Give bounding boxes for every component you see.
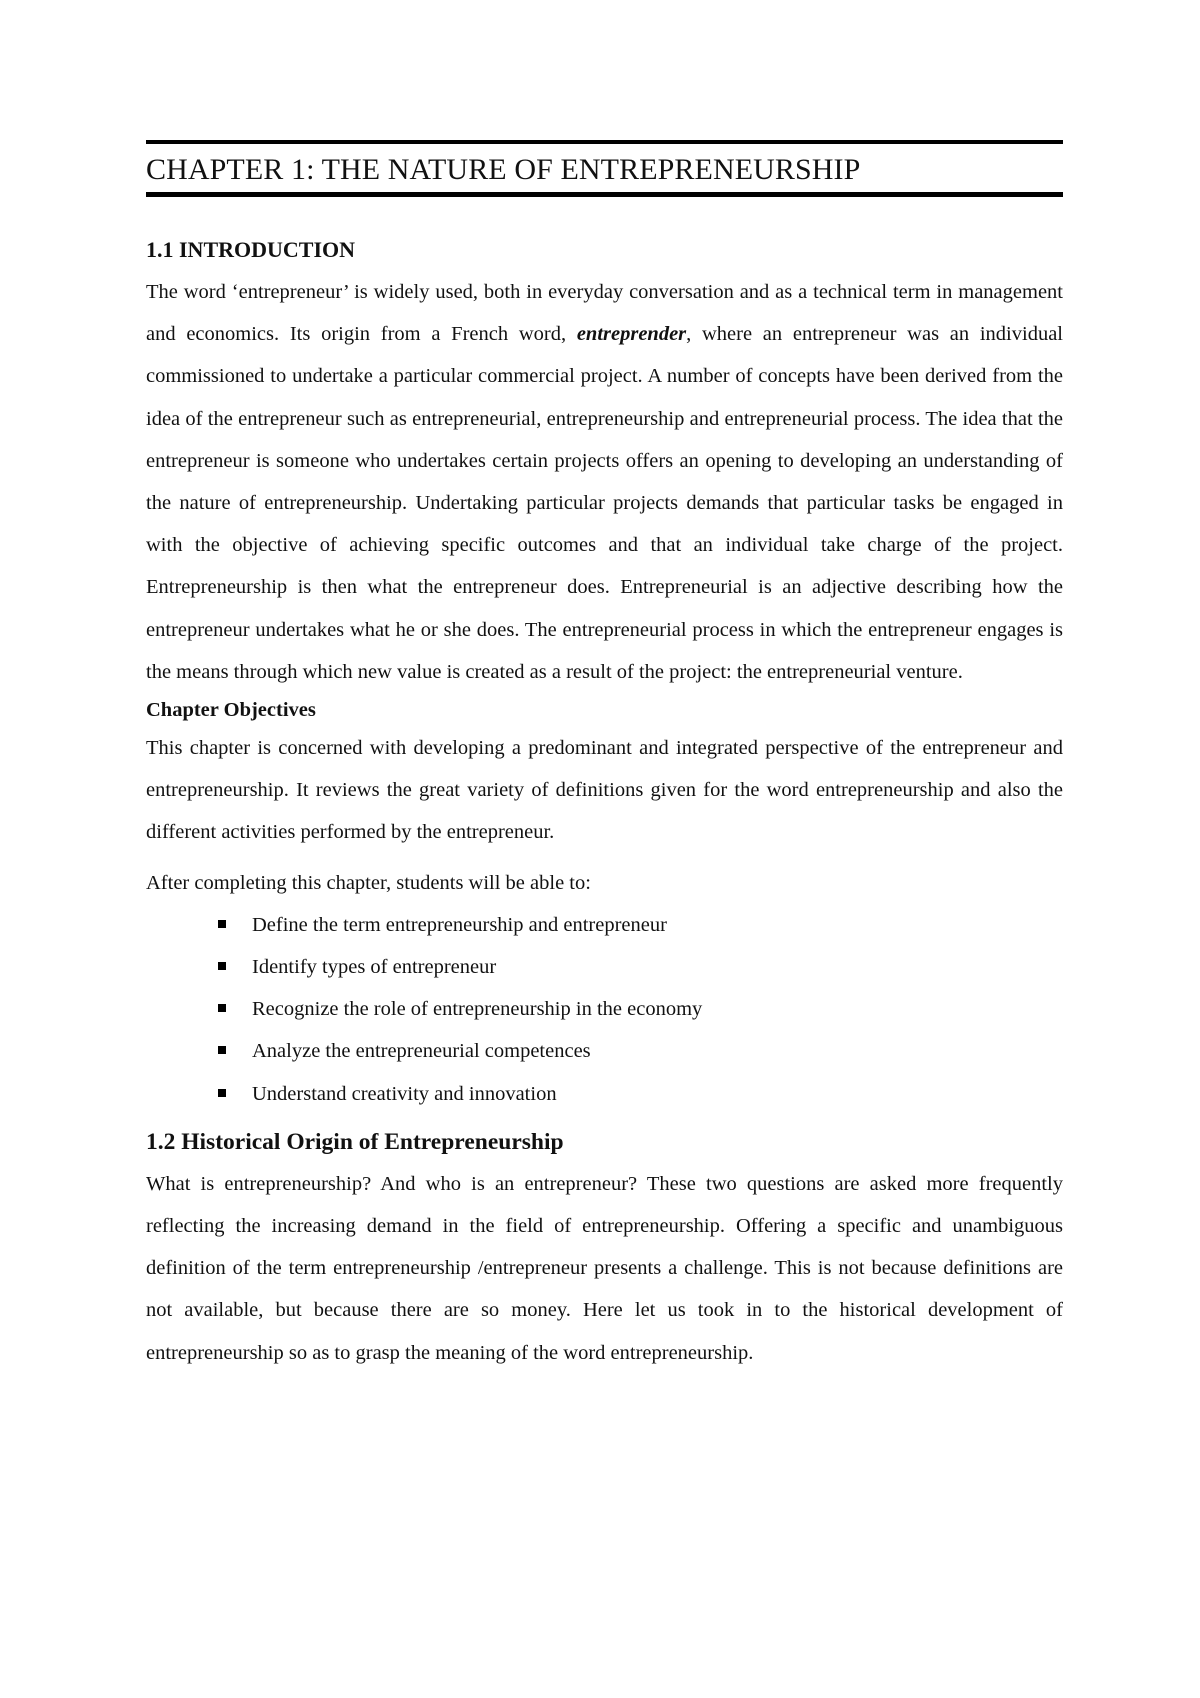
list-item: Understand creativity and innovation [218,1073,1063,1115]
list-item: Define the term entrepreneurship and entrepreneur [218,904,1063,946]
document-page [146,140,1063,1374]
objectives-list [146,904,1063,1115]
square-bullet-icon [218,1004,226,1012]
square-bullet-icon [218,1089,226,1097]
introduction-paragraph [146,271,1063,693]
chapter-objectives-heading: Chapter Objectives [146,699,316,722]
introduction-heading: 1.1 INTRODUCTION [146,237,356,262]
list-item: Recognize the role of entrepreneurship in the economy [218,988,1063,1030]
objectives-paragraph: This chapter is concerned with developing a predominant and integrated perspective of the entrepreneur and entrepreneurship. It reviews the great variety of definitions given for the word entrepreneurship and also the different activities performed by the entrepreneur. [146,737,1063,844]
list-item: Analyze the entrepreneurial competences [218,1030,1063,1072]
list-item: Identify types of entrepreneur [218,946,1063,988]
chapter-title: CHAPTER 1: THE NATURE OF ENTREPRENEURSHIP [146,153,861,186]
historical-origin-heading: 1.2 Historical Origin of Entrepreneurship [146,1128,564,1155]
introduction-text-part1: The word ‘entrepreneur’ is widely used, both in everyday conversation and as a technical term in management and economics. Its origin from a French word, [146,281,1063,346]
square-bullet-icon [218,920,226,928]
introduction-text-part2: , where an entrepreneur was an individual commissioned to undertake a particular commercial project. A number of concepts have been derived from the idea of the entrepreneur such as entrepreneurial, entrepreneurship and entrepreneurial process. The idea that the entrepreneur is someone who undertakes certain projects offers an opening to developing an understanding of the nature of entrepreneurship. Undertaking particular projects demands that particular tasks be engaged in with the objective of achieving specific outcomes and that an individual take charge of the project. Entrepreneurship is then what the entrepreneur does. Entrepreneurial is an adjective describing how the entrepreneur undertakes what he or she does. The entrepreneurial process in which the entrepreneur engages is the means through which new value is created as a result of the project: the entrepreneurial venture. [146,323,1063,683]
square-bullet-icon [218,962,226,970]
chapter-top-rule [146,140,1063,144]
chapter-bottom-rule [146,192,1063,197]
objectives-lead-in: After completing this chapter, students will be able to: [146,871,591,894]
emphasized-term: entreprender [576,323,687,346]
square-bullet-icon [218,1046,226,1054]
historical-origin-paragraph: What is entrepreneurship? And who is an entrepreneur? These two questions are asked more frequently reflecting the increasing demand in the field of entrepreneurship. Offering a specific and unambiguous definition of the term entrepreneurship /entrepreneur presents a challenge. This is not because definitions are not available, but because there are so money. Here let us took in to the historical development of entrepreneurship so as to grasp the meaning of the word entrepreneurship. [146,1172,1063,1364]
